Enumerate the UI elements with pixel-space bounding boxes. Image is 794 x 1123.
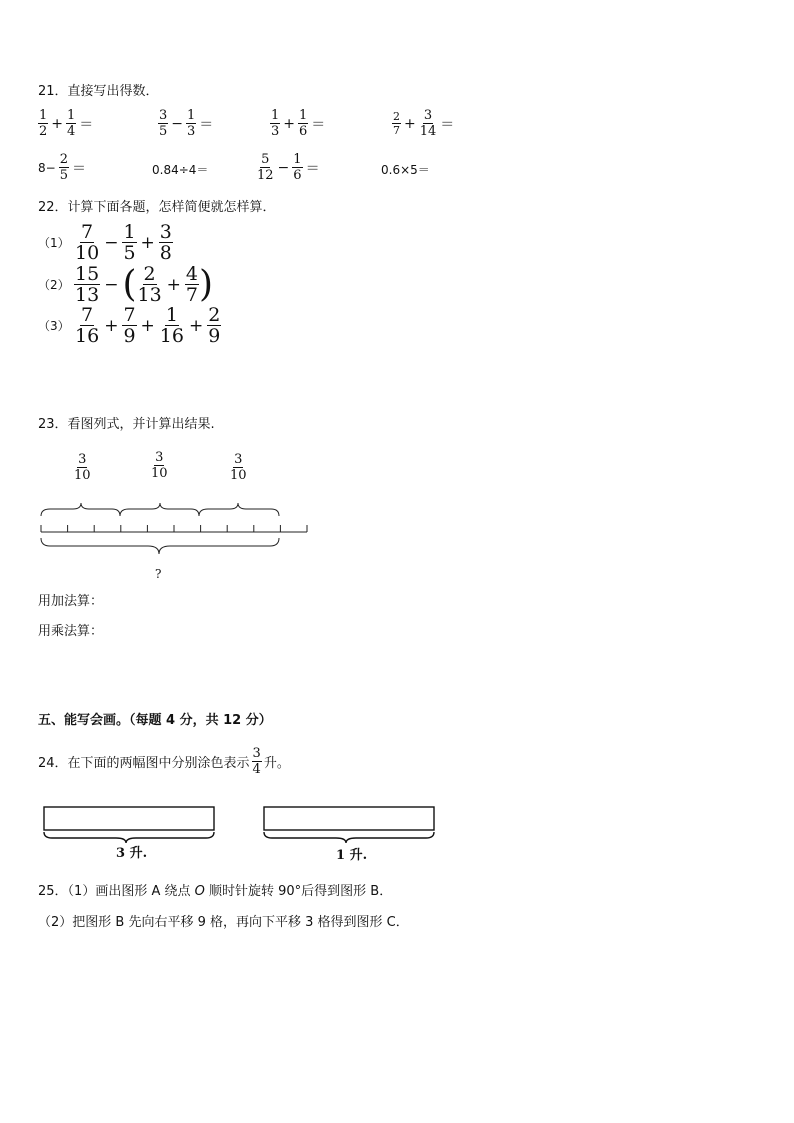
q24-bar-3-liters bbox=[40, 804, 220, 844]
q22-title: 22．计算下面各题，怎样简便就怎样算． bbox=[38, 200, 276, 215]
q23-top-brace-1 bbox=[41, 503, 120, 516]
q23-title: 23．看图列式，并计算出结果. bbox=[38, 417, 215, 432]
q21-item-7: $\frac{5}{12}$ − $\frac{1}{6}$ ＝ bbox=[257, 152, 320, 183]
q23-segment-label-1: $\frac{3}{10}$ bbox=[74, 452, 91, 483]
q23-segment-label-3: $\frac{3}{10}$ bbox=[230, 452, 247, 483]
q21-item-2: $\frac{3}{5}$ − $\frac{1}{3}$ ＝ bbox=[159, 108, 214, 139]
q21-title: 21．直接写出得数． bbox=[38, 84, 159, 99]
q23-bottom-brace bbox=[41, 538, 279, 554]
q24-prompt: 24．在下面的两幅图中分别涂色表示 $\frac{3}{4}$ 升。 bbox=[38, 746, 290, 777]
q21-item-8: 0.6×5＝ bbox=[381, 163, 430, 177]
q23-question-mark: ? bbox=[155, 567, 162, 581]
q21-item-4: $\frac{2}{7}$ + $\frac{3}{14}$ ＝ bbox=[393, 108, 455, 139]
q21-item-3: $\frac{1}{3}$ + $\frac{1}{6}$ ＝ bbox=[271, 108, 326, 139]
q21-item-1: $\frac{1}{2}$ + $\frac{1}{4}$ ＝ bbox=[39, 108, 94, 139]
q23-segment-label-2: $\frac{3}{10}$ bbox=[151, 450, 168, 481]
q23-ticks bbox=[41, 525, 307, 532]
q24-bar-1-liter bbox=[260, 804, 440, 844]
q23-number-line-diagram bbox=[30, 500, 320, 560]
q25-line-1: 25．（1）画出图形 A 绕点 O 顺时针旋转 90°后得到图形 B． bbox=[38, 884, 393, 899]
q23-add-label: 用加法算： bbox=[38, 594, 104, 609]
q23-mul-label: 用乘法算： bbox=[38, 624, 104, 639]
q23-top-brace-3 bbox=[199, 503, 279, 516]
q22-problem-1: （1） $\frac{7}{10}$ − $\frac{1}{5}$ + $\frac{3}{8}$ bbox=[38, 221, 172, 264]
q22-problem-3: （3） $\frac{7}{16}$ + $\frac{7}{9}$ + $\frac{1}{16}$ + $\frac{2}{9}$ bbox=[38, 304, 221, 347]
q22-problem-2: （2） $\frac{15}{13}$ − ( $\frac{2}{13}$ + $\frac{4}{7}$ ) bbox=[38, 263, 214, 306]
q25-line-2: （2）把图形 B 先向右平移 9 格，再向下平移 3 格得到图形 C． bbox=[38, 915, 409, 930]
q21-item-6: 0.84÷4＝ bbox=[152, 163, 209, 177]
q24-bar-3-liters-label: 3 升. bbox=[116, 846, 148, 861]
q23-top-brace-2 bbox=[120, 503, 199, 516]
q24-bar-1-liter-label: 1 升. bbox=[336, 848, 368, 863]
section-5-title: 五、能写会画。（每题 4 分，共 12 分） bbox=[38, 713, 272, 728]
q21-item-5: 8− $\frac{2}{5}$ ＝ bbox=[38, 152, 86, 183]
